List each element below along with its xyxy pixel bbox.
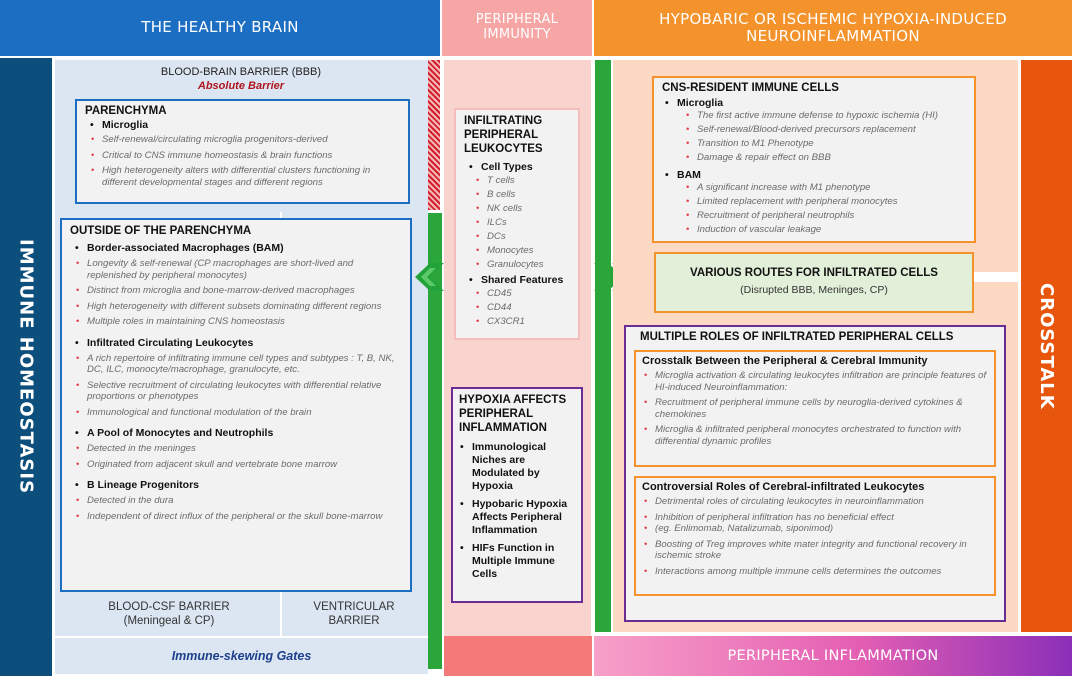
list-item: • Originated from adjacent skull and vertebrate bone marrow [87,459,402,471]
multiple-roles-box [624,325,1006,622]
roles-title: MULTIPLE ROLES OF INFILTRATED PERIPHERAL CELLS [640,331,954,343]
green-barrier-bar-right [595,60,611,632]
header-hypoxia: HYPOBARIC OR ISCHEMIC HYPOXIA-INDUCED NEUROINFLAMMATION [594,0,1072,56]
list-item: • T cells [487,175,570,187]
routes-connector [972,272,1020,282]
list-item: • Recruitment of peripheral immune cells by neuroglia-derived cytokines & chemokines [655,397,988,420]
header-healthy-brain: THE HEALTHY BRAIN [0,0,440,56]
bbb-subtitle: Absolute Barrier [197,80,285,92]
list-item: • Inhibition of peripheral infiltration has no beneficial effect [655,512,988,524]
list-item: • CX3CR1 [487,316,570,328]
hypoxia-affects-box [451,387,583,603]
list-item: • Induction of vascular leakage [697,224,966,236]
list-item: • CD45 [487,288,570,300]
bam-bullets [74,258,402,328]
list-item: • Granulocytes [487,259,570,271]
crosstalk-label: CROSSTALK [1036,282,1057,410]
list-item: • A significant increase with M1 phenotype [697,182,966,194]
list-item: • Transition to M1 Phenotype [697,138,966,150]
list-item: • NK cells [487,203,570,215]
infiltrating-leukocytes-box [454,108,580,340]
list-item: • Immunological and functional modulation of the brain [87,407,402,419]
list-item: • ILCs [487,217,570,229]
hypoxia-affects-items [459,441,575,581]
list-item: • Damage & repair effect on BBB [697,152,966,164]
cns-bam-list [684,182,966,236]
list-item: • B cells [487,189,570,201]
arrow-left-shape [415,263,444,291]
list-item: • Detrimental roles of circulating leukocytes in neuroinflammation [655,496,988,508]
parenchyma-box [75,99,410,204]
blp-label: • B Lineage Progenitors [74,479,402,491]
peripheral-inflammation-bar-left [444,636,592,676]
cns-microglia-list [684,110,966,164]
hypoxia-affects-title: HYPOXIA AFFECTS PERIPHERAL INFLAMMATION [459,394,567,434]
list-item: • DCs [487,231,570,243]
ventricular-barrier-label: VENTRICULAR BARRIER [313,601,395,627]
peripheral-inflammation-bar: PERIPHERAL INFLAMMATION [594,636,1072,676]
pool-bullets [74,443,402,470]
pool-label: • A Pool of Monocytes and Neutrophils [74,427,402,439]
list-item: • Self-renewal/Blood-derived precursors replacement [697,124,966,136]
routes-box [654,252,974,313]
blp-bullets [74,495,402,522]
list-item: • A rich repertoire of infiltrating immune cell types and subtypes : T, B, NK, DC, ILC, monocyte/macrophage, granulocyte, etc. [87,353,402,376]
list-item: • Critical to CNS immune homeostasis & brain functions [102,150,400,162]
list-item: • High heterogeneity alters with differential clusters functioning in different developmental stages and different regions [102,165,400,188]
routes-subtitle: (Disrupted BBB, Meninges, CP) [740,284,888,296]
list-item: • CD44 [487,302,570,314]
outside-title: OUTSIDE OF THE PARENCHYMA [70,225,252,237]
routes-title: VARIOUS ROUTES FOR INFILTRATED CELLS [690,267,938,279]
cns-title: CNS-RESIDENT IMMUNE CELLS [662,82,839,94]
controversial-subbox [634,476,996,596]
list-item: • Interactions among multiple immune cells determines the outcomes [655,566,988,578]
list-item: • Boosting of Treg improves white mater integrity and functional recovery in ischemic stroke [655,539,988,562]
list-item: • HIFs Function in Multiple Immune Cells [459,542,575,581]
cns-bam-label: • BAM [664,169,966,181]
immune-homeostasis-band [0,58,52,676]
list-item: • Microglia activation & circulating leukocytes infiltration are principle features of HI-induced Neuroinflammation: [655,370,988,393]
list-item: • Limited replacement with peripheral monocytes [697,196,966,208]
icl-bullets [74,353,402,419]
controversial-bullets [642,496,988,577]
crosstalk-subbox [634,350,996,467]
controversial-subtitle: Controversial Roles of Cerebral-infiltrated Leukocytes [642,481,925,493]
list-item: • Monocytes [487,245,570,257]
list-item: • Multiple roles in maintaining CNS homeostasis [87,316,402,328]
cns-resident-box [652,76,976,243]
header-peripheral-immunity: PERIPHERAL IMMUNITY [442,0,592,56]
parenchyma-bullets [89,134,400,188]
cns-microglia-label: • Microglia [664,97,966,109]
cell-types-list [474,175,570,271]
shared-features-list [474,288,570,328]
list-item: • The first active immune defense to hypoxic ischemia (HI) [697,110,966,122]
outside-parenchyma-box [60,218,412,592]
list-item: • Detected in the dura [87,495,402,507]
cell-types-label: • Cell Types [468,161,570,173]
immune-homeostasis-label: IMMUNE HOMEOSTASIS [15,239,37,495]
bbb-title: BLOOD-BRAIN BARRIER (BBB) [160,66,322,78]
list-item: • Hypobaric Hypoxia Affects Peripheral Inflammation [459,498,575,537]
bam-label: • Border-associated Macrophages (BAM) [74,242,402,254]
crosstalk-subtitle: Crosstalk Between the Peripheral & Cerebral Immunity [642,355,928,367]
icl-label: • Infiltrated Circulating Leukocytes [74,337,402,349]
list-item: • High heterogeneity with different subsets dominating different regions [87,301,402,313]
list-item: • Microglia & infiltrated peripheral monocytes orchestrated to function with differential dynamic profiles [655,424,988,447]
immune-skewing-gates: Immune-skewing Gates [55,638,428,674]
bbb-hatch-strip [428,60,440,210]
list-item: • Longevity & self-renewal (CP macrophages are short-lived and replenished by peripheral monocytes) [87,258,402,281]
blood-csf-barrier-label: BLOOD-CSF BARRIER (Meningeal & CP) [108,601,230,627]
list-item: • Selective recruitment of circulating leukocytes with differential relative proportions or phenotypes [87,380,402,403]
list-item: • Self-renewal/circulating microglia progenitors-derived [102,134,400,146]
list-item: • Distinct from microglia and bone-marrow-derived macrophages [87,285,402,297]
list-item: • Recruitment of peripheral neutrophils [697,210,966,222]
bbb-title-block [60,66,422,92]
arrow-left-icon [412,260,446,294]
crosstalk-band [1021,60,1072,632]
parenchyma-title: PARENCHYMA [85,105,167,117]
parenchyma-microglia-label: • Microglia [89,119,400,131]
shared-features-label: • Shared Features [468,274,570,286]
list-item: • Detected in the meninges [87,443,402,455]
list-item: • Independent of direct influx of the peripheral or the skull bone-marrow [87,511,402,523]
infiltrating-title: INFILTRATING PERIPHERAL LEUKOCYTES [464,115,543,155]
crosstalk-bullets [642,370,988,447]
list-item: • Immunological Niches are Modulated by Hypoxia [459,441,575,493]
controversial-note: • (eg. Enlimomab, Natalizumab, siponimod) [655,523,988,535]
